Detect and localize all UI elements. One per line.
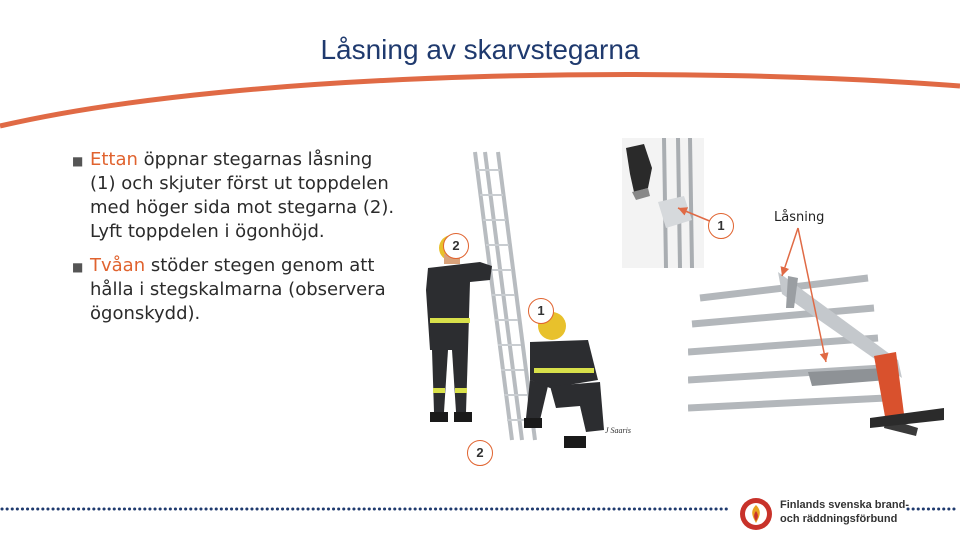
bullet-text: stöder stegen genom att [145, 255, 375, 276]
bullet-item [72, 148, 432, 244]
bullet-text: Lyft toppdelen i ögonhöjd. [90, 221, 325, 242]
bullet-text: ögonskydd). [90, 303, 201, 324]
step-badge: 2 [443, 233, 469, 259]
bullet-lead: Tvåan [90, 255, 146, 276]
lock-callout-arrows [650, 200, 850, 380]
bullet-text: öppnar stegarnas låsning [137, 149, 373, 170]
bullet-list [72, 148, 432, 336]
step-badge: 2 [467, 440, 493, 466]
firefighters-ladder-photo [400, 150, 650, 450]
title-swoosh [0, 68, 960, 138]
organization-name [780, 498, 909, 526]
bullet-text: med höger sida mot stegarna (2). [90, 197, 395, 218]
bullet-lead: Ettan [90, 149, 138, 170]
bullet-marker-icon: ■ [72, 260, 84, 274]
step-badge: 1 [708, 213, 734, 239]
bullet-text: hålla i stegskalmarna (observera [90, 279, 386, 300]
footer-dotted-line-left [0, 507, 732, 511]
slide-title: Låsning av skarvstegarna [320, 34, 640, 65]
photo-signature: J Saaris [605, 426, 631, 435]
bullet-item [72, 254, 432, 326]
organization-name-line: och räddningsförbund [780, 513, 898, 525]
step-badge: 1 [528, 298, 554, 324]
organization-logo-icon [738, 496, 774, 532]
lock-label: Låsning [774, 210, 825, 225]
footer-dotted-line-right [906, 507, 960, 511]
bullet-text: (1) och skjuter först ut toppdelen [90, 173, 389, 194]
organization-name-line: Finlands svenska brand- [780, 499, 909, 511]
bullet-marker-icon: ■ [72, 154, 84, 168]
